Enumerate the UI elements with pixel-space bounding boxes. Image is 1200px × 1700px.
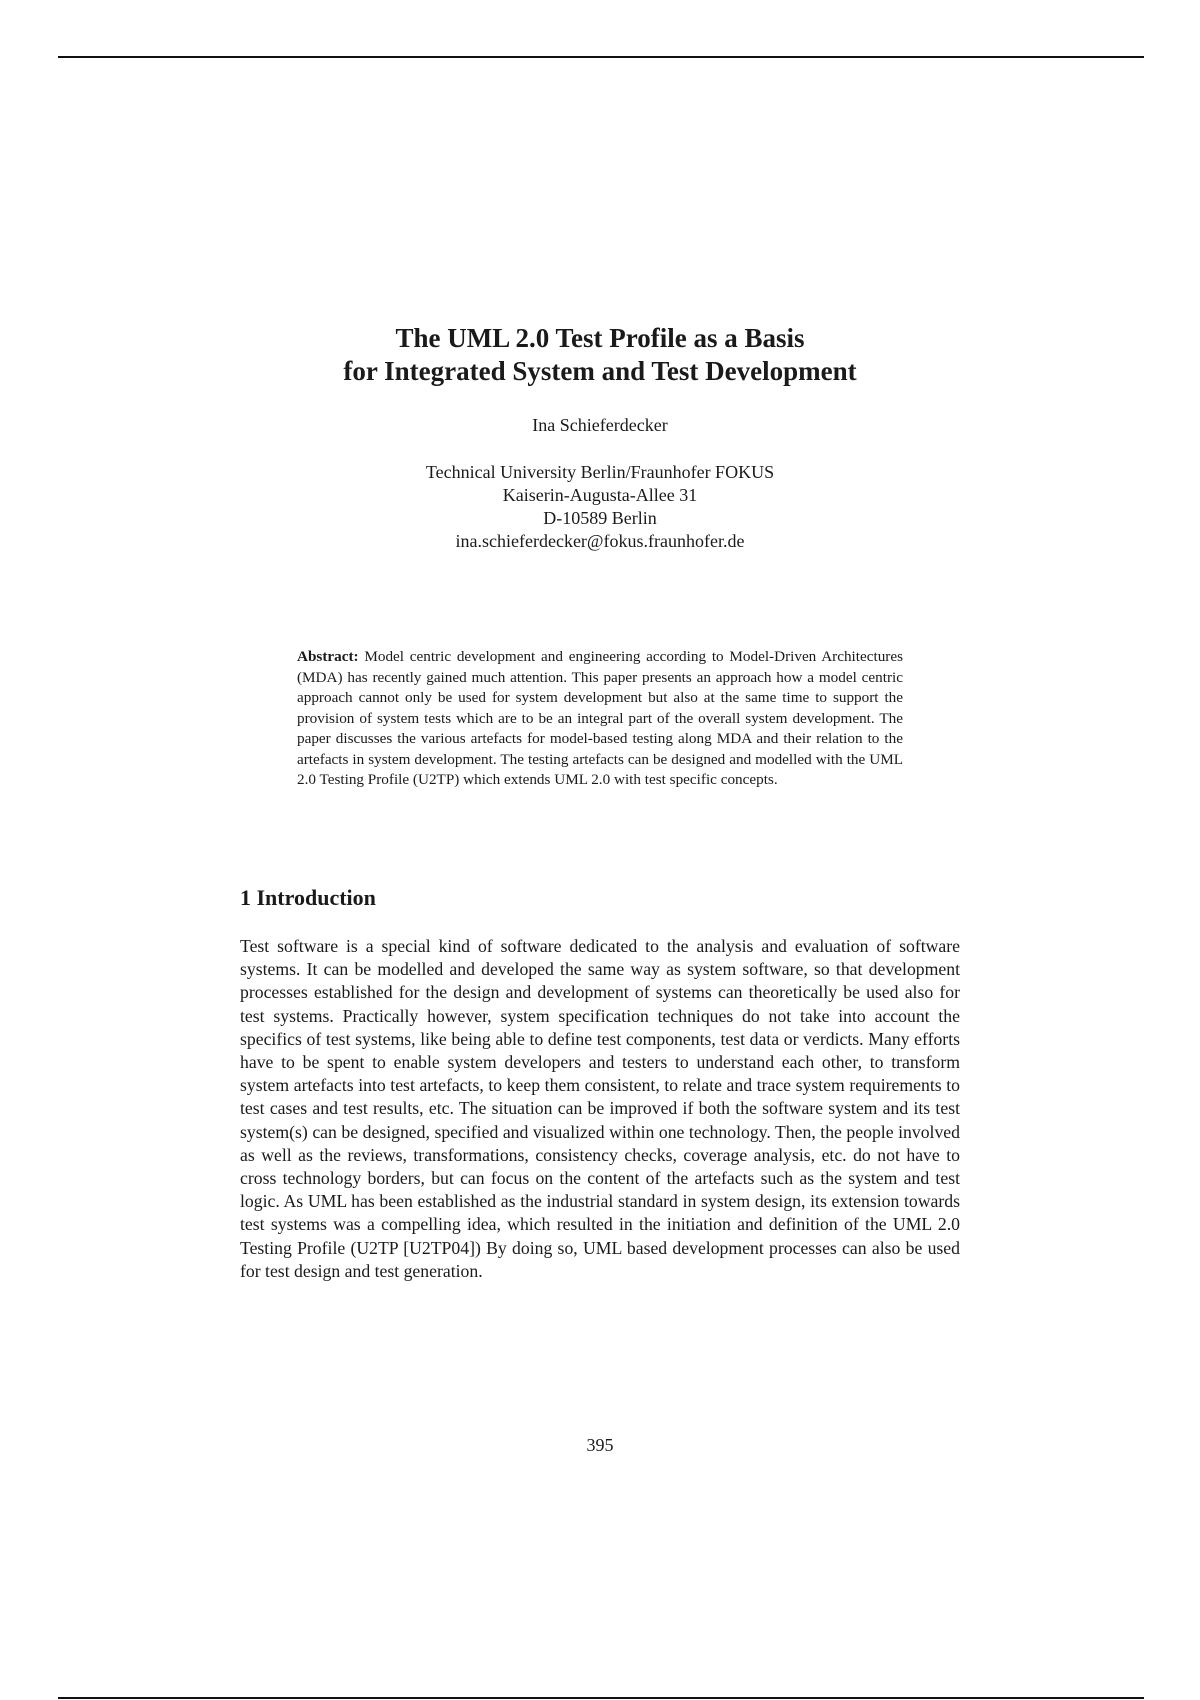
author-name: Ina Schieferdecker	[532, 415, 668, 435]
page-number: 395	[586, 1435, 614, 1455]
title-line-1: The UML 2.0 Test Profile as a Basis	[395, 323, 805, 353]
affiliation-street: Kaiserin-Augusta-Allee 31	[502, 485, 698, 505]
author-affiliation	[0, 461, 1200, 553]
affiliation-institution: Technical University Berlin/Fraunhofer FOKUS	[425, 462, 775, 482]
abstract-label: Abstract:	[297, 648, 359, 665]
top-rule	[58, 56, 1144, 58]
paper-title	[0, 322, 1200, 388]
section-body: Test software is a special kind of software dedicated to the analysis and evaluation of software systems. It can be modelled and developed the same way as system software, so that development processes established for the design and development of systems can theoretically be used also for test systems. Practically however, system specification techniques do not take into account the specifics of test systems, like being able to define test components, test data or verdicts. Many efforts have to be spent to enable system developers and testers to understand each other, to transform system artefacts into test artefacts, to keep them consistent, to relate and trace system requirements to test cases and test results, etc. The situation can be improved if both the software system and its test system(s) can be designed, specified and visualized within one technology. Then, the people involved as well as the reviews, transformations, consistency checks, coverage analysis, etc. do not have to cross technology borders, but can focus on the content of the artefacts such as the system and test logic. As UML has been established as the industrial standard in system design, its extension towards test systems was a compelling idea, which resulted in the initiation and definition of the UML 2.0 Testing Profile (U2TP [U2TP04]) By doing so, UML based development processes can also be used for test design and test generation.	[240, 936, 960, 1281]
affiliation-city: D-10589 Berlin	[543, 508, 657, 528]
abstract-text: Model centric development and engineering according to Model-Driven Architectures (MDA) has recently gained much attention. This paper presents an approach how a model centric approach cannot only be used for system development but also at the same time to support the provision of system tests which are to be an integral part of the overall system development. The paper discusses the various artefacts for model-based testing along MDA and their relation to the artefacts in system development. The testing artefacts can be designed and modelled with the UML 2.0 Testing Profile (U2TP) which extends UML 2.0 with test specific concepts.	[297, 648, 904, 788]
title-line-2: for Integrated System and Test Development	[343, 356, 857, 386]
section-heading: 1 Introduction	[240, 885, 376, 910]
author-email: ina.schieferdecker@fokus.fraunhofer.de	[455, 531, 745, 551]
abstract	[297, 647, 903, 791]
bottom-rule	[58, 1697, 1144, 1699]
